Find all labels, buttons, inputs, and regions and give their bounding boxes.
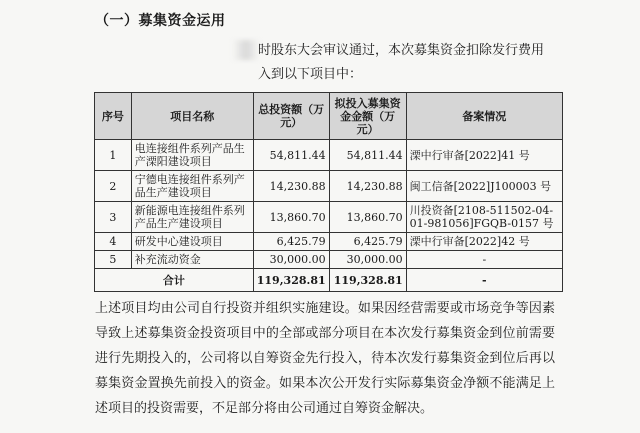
intro-line-1: 时股东大会审议通过，本次募集资金扣除发行费用	[258, 43, 545, 58]
table-header-row	[95, 93, 563, 140]
row-name: 新能源电连接组件系列产品生产建设项目	[131, 202, 253, 233]
row-total: 6,425.79	[253, 233, 329, 251]
row-planned: 13,860.70	[329, 202, 406, 233]
row-total: 13,860.70	[253, 202, 329, 233]
row-name: 研发中心建设项目	[131, 233, 253, 251]
header-record: 备案情况	[406, 93, 562, 140]
blurred-text	[232, 40, 260, 60]
header-name: 项目名称	[131, 93, 253, 140]
row-no: 2	[95, 171, 132, 202]
row-planned: 30,000.00	[329, 251, 406, 269]
row-total: 14,230.88	[253, 171, 329, 202]
total-planned: 119,328.81	[329, 269, 406, 292]
table-row	[95, 171, 563, 202]
header-total: 总投资额（万元）	[253, 93, 329, 140]
header-planned: 拟投入募集资金金额（万元）	[329, 93, 406, 140]
row-total: 54,811.44	[253, 140, 329, 171]
row-record: 闽工信备[2022]J100003 号	[406, 171, 562, 202]
total-record: -	[406, 269, 562, 292]
row-planned: 14,230.88	[329, 171, 406, 202]
table-row	[95, 202, 563, 233]
row-planned: 6,425.79	[329, 233, 406, 251]
row-name: 补充流动资金	[131, 251, 253, 269]
row-record: 溧中行审备[2022]42 号	[406, 233, 562, 251]
header-no: 序号	[95, 93, 132, 140]
row-total: 30,000.00	[253, 251, 329, 269]
row-name: 电连接组件系列产品生产溧阳建设项目	[131, 140, 253, 171]
table-row	[95, 251, 563, 269]
section-heading: （一）募集资金运用	[95, 13, 226, 29]
total-amount: 119,328.81	[253, 269, 329, 292]
row-record: 溧中行审备[2022]41 号	[406, 140, 562, 171]
body-paragraph: 上述项目均由公司自行投资并组织实施建设。如果因经营需要或市场竞争等因素导致上述募集资金投资项目中的全部或部分项目在本次发行募集资金到位前需要进行先期投入的，公司将以自筹资金先行投入，待本次发行募集资金到位后再以募集资金置换先前投入的资金。如果本次公开发行实际募集资金净额不能满足上述项目的投资需要，不足部分将由公司通过自筹资金解决。	[95, 301, 555, 416]
table-row	[95, 140, 563, 171]
row-record: 川投资备[2108-511502-04-01-981056]FGQB-0157 号	[406, 202, 562, 233]
row-planned: 54,811.44	[329, 140, 406, 171]
intro-line-2: 入到以下项目中：	[258, 67, 363, 82]
row-name: 宁德电连接组件系列产品生产建设项目	[131, 171, 253, 202]
total-label: 合计	[95, 269, 254, 292]
project-table	[94, 92, 563, 292]
table-total-row	[95, 269, 563, 292]
table-row	[95, 233, 563, 251]
row-record: -	[406, 251, 562, 269]
row-no: 5	[95, 251, 132, 269]
row-no: 1	[95, 140, 132, 171]
row-no: 3	[95, 202, 132, 233]
row-no: 4	[95, 233, 132, 251]
